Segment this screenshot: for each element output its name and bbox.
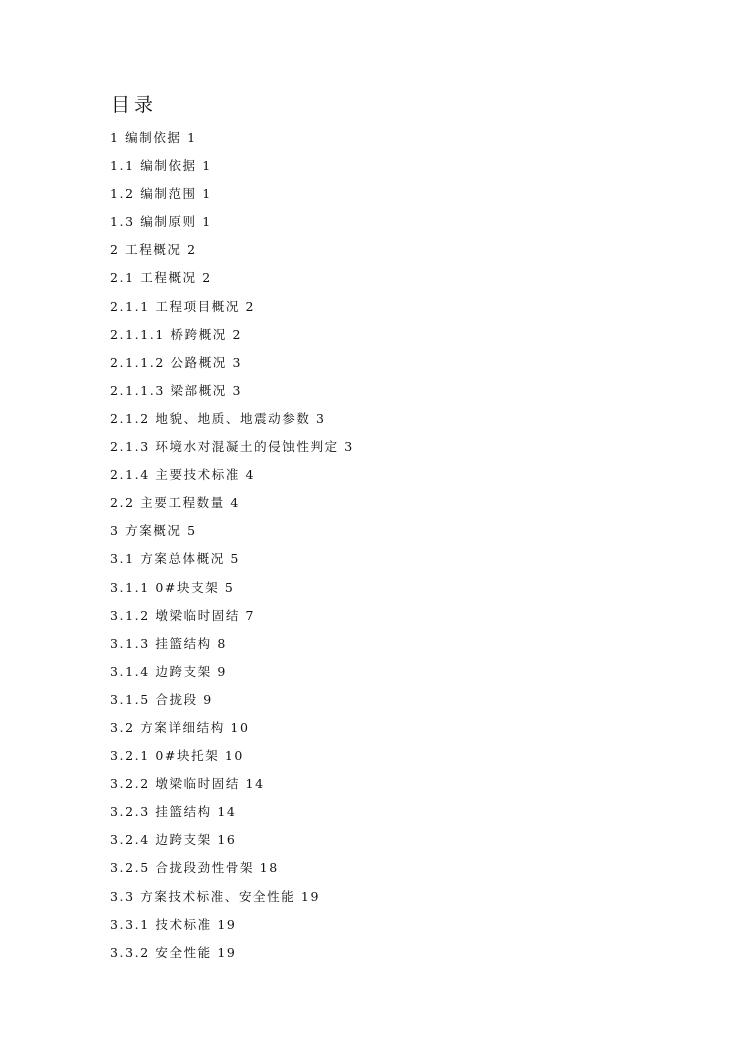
toc-entry[interactable]: 3.3.2 安全性能 19: [110, 944, 237, 960]
toc-entry[interactable]: 3.2.1 0#块托架 10: [110, 748, 244, 764]
toc-entry[interactable]: 2.1 工程概况 2: [110, 270, 212, 286]
toc-entry[interactable]: 1 编制依据 1: [110, 130, 197, 145]
toc-entry[interactable]: 2.1.1 工程项目概况 2: [110, 298, 256, 314]
toc-entry[interactable]: 3.2.3 挂篮结构 14: [110, 804, 237, 820]
toc-entry[interactable]: 3.2.2 墩梁临时固结 14: [110, 776, 265, 792]
toc-entry[interactable]: 3.1.1 0#块支架 5: [110, 579, 235, 595]
toc-entry[interactable]: 3.1.2 墩梁临时固结 7: [110, 607, 256, 623]
toc-entry[interactable]: 2.1.1.2 公路概况 3: [110, 354, 243, 370]
toc-entry[interactable]: 3.1.3 挂篮结构 8: [110, 635, 227, 651]
toc-entry[interactable]: 3.3.1 技术标准 19: [110, 916, 237, 932]
toc-entry[interactable]: 1.2 编制范围 1: [110, 186, 212, 202]
toc-entry[interactable]: 2.1.2 地貌、地质、地震动参数 3: [110, 410, 326, 426]
toc-entry[interactable]: 3.1.5 合拢段 9: [110, 691, 213, 707]
table-of-contents: [110, 124, 710, 967]
toc-entry[interactable]: 2 工程概况 2: [110, 242, 197, 258]
toc-entry[interactable]: 2.1.4 主要技术标准 4: [110, 467, 256, 483]
toc-entry[interactable]: 3.3 方案技术标准、安全性能 19: [110, 888, 321, 904]
toc-entry[interactable]: 2.1.1.3 梁部概况 3: [110, 382, 243, 398]
toc-entry[interactable]: 3.2.4 边跨支架 16: [110, 832, 237, 848]
toc-entry[interactable]: 1.3 编制原则 1: [110, 214, 212, 230]
toc-entry[interactable]: 3.1.4 边跨支架 9: [110, 663, 227, 679]
toc-entry[interactable]: 2.2 主要工程数量 4: [110, 495, 240, 511]
toc-entry[interactable]: 2.1.3 环境水对混凝土的侵蚀性判定 3: [110, 439, 354, 455]
toc-entry[interactable]: 1.1 编制依据 1: [110, 158, 212, 174]
toc-entry[interactable]: 3.1 方案总体概况 5: [110, 551, 240, 567]
toc-entry[interactable]: 3 方案概况 5: [110, 523, 197, 539]
toc-entry[interactable]: 3.2 方案详细结构 10: [110, 719, 250, 735]
toc-entry[interactable]: 3.2.5 合拢段劲性骨架 18: [110, 860, 279, 876]
toc-entry[interactable]: 2.1.1.1 桥跨概况 2: [110, 326, 243, 342]
page-title: 目录: [111, 94, 158, 116]
